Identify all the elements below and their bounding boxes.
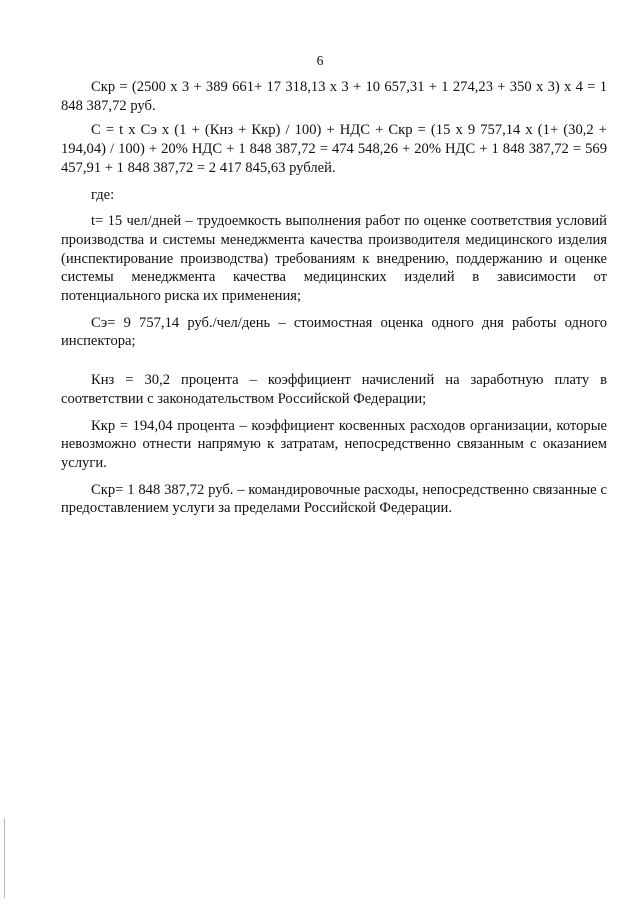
definition-indirect-costs-coefficient: Ккр = 194,04 процента – коэффициент косвенных расходов организации, которые невозможно отнести напрямую к затратам, непосредственно связанным с оказанием услуги. xyxy=(61,417,607,471)
definition-inspector-day-cost: Сэ= 9 757,14 руб./чел/день – стоимостная оценка одного дня работы одного инспектора; xyxy=(61,314,607,350)
page-number: 6 xyxy=(316,53,324,68)
where-label: где: xyxy=(91,186,115,203)
document-body xyxy=(61,78,607,518)
formula-travel-expenses: Скр = (2500 х 3 + 389 661+ 17 318,13 х 3 + 10 657,31 + 1 274,23 + 350 х 3) х 4 = 1 848 387,72 руб. xyxy=(61,79,607,114)
definition-payroll-coefficient: Кнз = 30,2 процента – коэффициент начислений на заработную плату в соответствии с законодательством Российской Федерации; xyxy=(61,372,607,407)
definition-travel-expenses: Скр= 1 848 387,72 руб. – командировочные расходы, непосредственно связанные с предоставлением услуги за пределами Российской Федерации. xyxy=(61,481,607,517)
scan-margin-line xyxy=(4,818,5,898)
formula-total-cost: С = t х Сэ х (1 + (Кнз + Ккр) / 100) + НДС + Скр = (15 х 9 757,14 х (1+ (30,2 + 194,04) / 100) + 20% НДС + 1 848 387,72 = 474 548,26 + 20% НДС + 1 848 387,72 = 569 457,91 + 1 848 387,72 = 2 417 845,63 рублей. xyxy=(61,122,607,176)
definition-labor-intensity: t= 15 чел/дней – трудоемкость выполнения работ по оценке соответствия условий производства и системы менеджмента качества производителя медицинского изделия (инспектирование производства) требованиям к внедрению, поддержанию и оценке системы менеджмента качества медицинских изделий в зависимости от потенциального риска их применения; xyxy=(61,213,607,305)
